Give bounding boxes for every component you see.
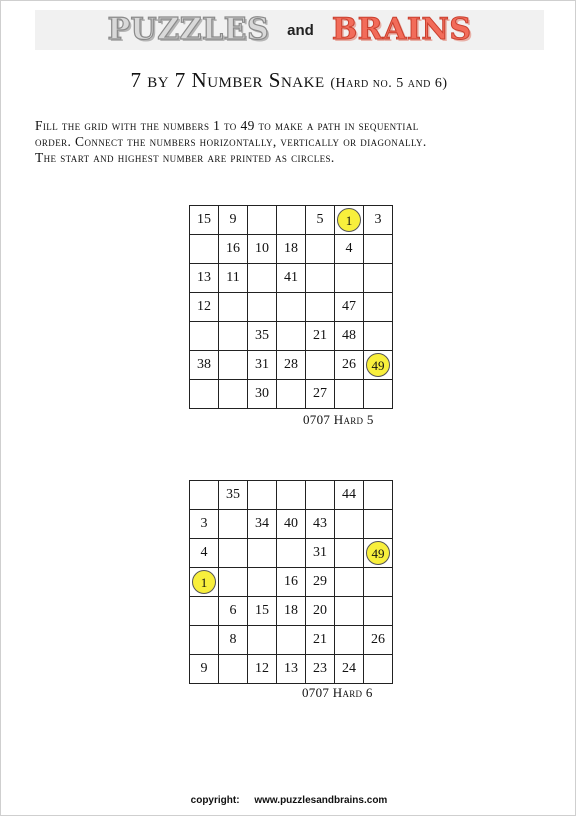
cell-number: 27 (313, 386, 327, 401)
cell-number: 48 (342, 328, 356, 343)
page-title (0, 68, 578, 93)
cell-number: 29 (313, 574, 327, 589)
cell-number: 18 (284, 241, 298, 256)
grid-row (190, 264, 393, 293)
grid-cell[interactable] (277, 539, 306, 568)
puzzle-grid-hard-6 (189, 480, 393, 684)
grid-cell[interactable] (306, 293, 335, 322)
cell-number: 18 (284, 603, 298, 618)
site-logo-banner (35, 10, 544, 50)
grid-cell[interactable] (219, 380, 248, 409)
grid-row (190, 539, 393, 568)
grid-cell[interactable] (219, 351, 248, 380)
cell-number: 15 (197, 212, 211, 227)
grid-cell[interactable] (335, 293, 364, 322)
site-url-link[interactable]: www.puzzlesandbrains.com (254, 795, 388, 806)
start-number-circle: 1 (192, 570, 216, 594)
grid-row (190, 351, 393, 380)
logo-connector: and (287, 21, 314, 39)
grid-cell[interactable] (248, 481, 277, 510)
grid-cell[interactable] (277, 597, 306, 626)
grid-cell[interactable] (248, 655, 277, 684)
grid-cell[interactable] (306, 206, 335, 235)
grid-cell[interactable] (219, 235, 248, 264)
cell-number: 43 (313, 516, 327, 531)
grid-cell[interactable] (277, 380, 306, 409)
grid-cell[interactable] (190, 510, 219, 539)
grid-cell[interactable] (306, 322, 335, 351)
cell-number: 41 (284, 270, 298, 285)
puzzle-label-hard-5: 0707 Hard 5 (303, 412, 374, 427)
cell-number: 13 (284, 661, 298, 676)
grid-cell[interactable] (306, 510, 335, 539)
cell-number: 24 (342, 661, 356, 676)
grid-cell[interactable] (248, 626, 277, 655)
grid-cell[interactable] (277, 351, 306, 380)
grid-row (190, 655, 393, 684)
grid-cell[interactable] (364, 597, 393, 626)
grid-cell[interactable] (306, 568, 335, 597)
grid-cell[interactable] (306, 235, 335, 264)
grid-cell[interactable] (219, 264, 248, 293)
cell-number: 26 (371, 632, 385, 647)
logo-word-brains: BRAINS (331, 12, 472, 47)
grid-cell[interactable] (364, 626, 393, 655)
grid-cell[interactable] (364, 380, 393, 409)
grid-cell[interactable] (190, 206, 219, 235)
grid-cell[interactable] (219, 597, 248, 626)
grid-cell[interactable] (277, 322, 306, 351)
cell-number: 21 (313, 632, 327, 647)
grid-cell[interactable] (306, 481, 335, 510)
grid-cell[interactable] (306, 539, 335, 568)
grid-cell[interactable] (219, 481, 248, 510)
grid-cell[interactable] (306, 626, 335, 655)
grid-cell[interactable] (306, 351, 335, 380)
cell-number: 8 (229, 632, 237, 647)
grid-cell[interactable] (277, 481, 306, 510)
grid-cell[interactable] (277, 568, 306, 597)
cell-number: 4 (200, 545, 208, 560)
cell-number: 35 (255, 328, 269, 343)
grid-cell[interactable] (248, 597, 277, 626)
grid-cell[interactable] (190, 322, 219, 351)
grid-cell[interactable] (364, 235, 393, 264)
grid-cell[interactable] (364, 351, 393, 380)
grid-cell[interactable] (190, 235, 219, 264)
grid-cell[interactable] (248, 293, 277, 322)
grid-cell[interactable] (364, 568, 393, 597)
grid-cell[interactable] (335, 510, 364, 539)
grid-row (190, 626, 393, 655)
start-number-circle: 1 (337, 208, 361, 232)
grid-cell[interactable] (335, 655, 364, 684)
grid-row (190, 293, 393, 322)
grid-row (190, 322, 393, 351)
end-number-circle: 49 (366, 541, 390, 565)
grid-row (190, 481, 393, 510)
grid-cell[interactable] (364, 481, 393, 510)
cell-number: 31 (255, 357, 269, 372)
grid-cell[interactable] (248, 206, 277, 235)
grid-cell[interactable] (219, 322, 248, 351)
cell-number: 28 (284, 357, 298, 372)
grid-cell[interactable] (190, 626, 219, 655)
grid-row (190, 206, 393, 235)
cell-number: 13 (197, 270, 211, 285)
grid-cell[interactable] (248, 322, 277, 351)
cell-number: 4 (345, 241, 353, 256)
cell-number: 15 (255, 603, 269, 618)
grid-row (190, 597, 393, 626)
instruction-line: Fill the grid with the numbers 1 to 49 to make a path in sequential (35, 118, 419, 133)
grid-cell[interactable] (219, 568, 248, 597)
instruction-line: order. Connect the numbers horizontally, vertically or diagonally. (35, 134, 427, 149)
grid-cell[interactable] (277, 206, 306, 235)
logo-word-puzzles: PUZZLES (107, 12, 270, 47)
grid-cell[interactable] (248, 351, 277, 380)
instruction-line: The start and highest number are printed as circles. (35, 150, 335, 165)
grid-cell[interactable] (248, 510, 277, 539)
grid-cell[interactable] (190, 655, 219, 684)
instructions (35, 118, 550, 166)
grid-cell[interactable] (190, 380, 219, 409)
grid-cell[interactable] (335, 380, 364, 409)
grid-cell[interactable] (335, 597, 364, 626)
grid-cell[interactable] (335, 568, 364, 597)
grid-row (190, 235, 393, 264)
grid-cell[interactable] (364, 539, 393, 568)
cell-number: 5 (316, 212, 324, 227)
grid-cell[interactable] (248, 264, 277, 293)
end-number-circle: 49 (366, 353, 390, 377)
grid-cell[interactable] (306, 380, 335, 409)
grid-cell[interactable] (190, 568, 219, 597)
copyright-label: copyright: (190, 795, 240, 806)
grid-cell[interactable] (335, 626, 364, 655)
cell-number: 16 (226, 241, 240, 256)
footer (0, 795, 578, 806)
cell-number: 16 (284, 574, 298, 589)
grid-cell[interactable] (364, 264, 393, 293)
grid-cell[interactable] (364, 206, 393, 235)
grid-cell[interactable] (219, 539, 248, 568)
grid-cell[interactable] (277, 655, 306, 684)
grid-cell[interactable] (306, 597, 335, 626)
grid-cell[interactable] (219, 206, 248, 235)
grid-cell[interactable] (335, 264, 364, 293)
grid-cell[interactable] (190, 481, 219, 510)
grid-cell[interactable] (190, 597, 219, 626)
title-sub: (Hard no. 5 and 6) (330, 76, 448, 91)
cell-number: 31 (313, 545, 327, 560)
grid-cell[interactable] (364, 293, 393, 322)
cell-number: 9 (229, 212, 237, 227)
grid-cell[interactable] (190, 293, 219, 322)
grid-cell[interactable] (277, 293, 306, 322)
cell-number: 3 (374, 212, 382, 227)
grid-cell[interactable] (335, 351, 364, 380)
cell-number: 3 (200, 516, 208, 531)
grid-cell[interactable] (277, 510, 306, 539)
cell-number: 26 (342, 357, 356, 372)
grid-cell[interactable] (248, 568, 277, 597)
cell-number: 35 (226, 487, 240, 502)
cell-number: 20 (313, 603, 327, 618)
cell-number: 21 (313, 328, 327, 343)
cell-number: 44 (342, 487, 356, 502)
cell-number: 6 (229, 603, 237, 618)
grid-cell[interactable] (306, 264, 335, 293)
grid-cell[interactable] (248, 539, 277, 568)
cell-number: 47 (342, 299, 356, 314)
grid-cell[interactable] (219, 510, 248, 539)
grid-row (190, 380, 393, 409)
grid-cell[interactable] (364, 322, 393, 351)
grid-cell[interactable] (277, 264, 306, 293)
grid-row (190, 510, 393, 539)
grid-cell[interactable] (306, 655, 335, 684)
grid-cell[interactable] (248, 380, 277, 409)
grid-cell[interactable] (335, 322, 364, 351)
grid-row (190, 568, 393, 597)
cell-number: 40 (284, 516, 298, 531)
grid-cell[interactable] (335, 481, 364, 510)
grid-cell[interactable] (248, 235, 277, 264)
grid-cell[interactable] (190, 264, 219, 293)
grid-cell[interactable] (335, 206, 364, 235)
grid-cell[interactable] (190, 539, 219, 568)
puzzle-label-hard-6: 0707 Hard 6 (302, 685, 373, 700)
cell-number: 38 (197, 357, 211, 372)
grid-cell[interactable] (335, 539, 364, 568)
puzzle-grid-hard-5 (189, 205, 393, 409)
grid-cell[interactable] (277, 626, 306, 655)
cell-number: 12 (197, 299, 211, 314)
title-main: 7 by 7 Number Snake (130, 68, 325, 92)
grid-cell[interactable] (364, 655, 393, 684)
grid-cell[interactable] (219, 655, 248, 684)
cell-number: 12 (255, 661, 269, 676)
cell-number: 11 (226, 270, 240, 285)
cell-number: 9 (200, 661, 208, 676)
grid-cell[interactable] (190, 351, 219, 380)
grid-cell[interactable] (364, 510, 393, 539)
cell-number: 10 (255, 241, 269, 256)
grid-cell[interactable] (219, 626, 248, 655)
grid-cell[interactable] (219, 293, 248, 322)
grid-cell[interactable] (335, 235, 364, 264)
cell-number: 34 (255, 516, 269, 531)
cell-number: 23 (313, 661, 327, 676)
cell-number: 30 (255, 386, 269, 401)
grid-cell[interactable] (277, 235, 306, 264)
